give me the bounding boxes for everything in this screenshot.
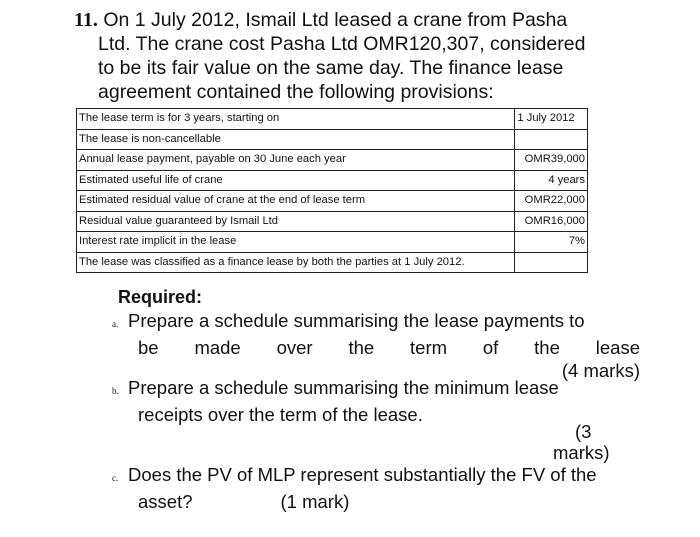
provision-value: [515, 252, 588, 273]
provision-value: [515, 129, 588, 150]
provision-value: OMR22,000: [515, 191, 588, 212]
item-b-marker: b.: [112, 386, 119, 396]
table-row: [77, 109, 588, 130]
table-row: [77, 211, 588, 232]
item-a-marks: (4 marks): [561, 360, 640, 381]
item-b-line-2: receipts over the term of the lease.: [138, 404, 423, 425]
item-c-line-1: c. Does the PV of MLP represent substantially the FV of the: [112, 463, 640, 490]
provision-description: Residual value guaranteed by Ismail Ltd: [77, 211, 515, 232]
question-line-4: agreement contained the following provisions:: [98, 81, 494, 103]
question-text: [74, 8, 640, 104]
required-item-c: [112, 463, 640, 513]
table-row: [77, 252, 588, 273]
item-b-marks: (3 marks): [553, 421, 610, 463]
question-line-3: to be its fair value on the same day. The finance lease: [98, 57, 564, 79]
provision-value: OMR16,000: [515, 211, 588, 232]
table-row: [77, 129, 588, 150]
item-a-marker: a.: [112, 319, 119, 329]
item-a-line-1: a. Prepare a schedule summarising the lease payments to: [112, 309, 640, 336]
table-row: [77, 170, 588, 191]
required-heading: Required:: [118, 287, 203, 307]
item-c-marker: c.: [112, 473, 119, 483]
item-c-line-2: asset? (1 mark): [138, 491, 350, 512]
item-c-marks: (1 mark): [280, 491, 350, 512]
provision-description: Estimated useful life of crane: [77, 170, 515, 191]
provision-description: The lease was classified as a finance lease by both the parties at 1 July 2012.: [77, 252, 515, 273]
provision-value: 7%: [515, 232, 588, 253]
provision-description: The lease is non-cancellable: [77, 129, 515, 150]
provision-description: Interest rate implicit in the lease: [77, 232, 515, 253]
question-line-1: 11. On 1 July 2012, Ismail Ltd leased a crane from Pasha: [74, 9, 568, 31]
provision-description: The lease term is for 3 years, starting on: [77, 109, 515, 130]
required-item-a: [112, 309, 640, 382]
required-item-b: [112, 376, 640, 426]
question-number: 11.: [74, 9, 98, 31]
provision-value: OMR39,000: [515, 150, 588, 171]
question-line-2: Ltd. The crane cost Pasha Ltd OMR120,307, considered: [98, 33, 586, 55]
provisions-table: [76, 108, 588, 273]
provision-description: Estimated residual value of crane at the end of lease term: [77, 191, 515, 212]
item-a-line-2: be made over the term of the lease: [138, 337, 640, 358]
item-b-line-1: b. Prepare a schedule summarising the minimum lease: [112, 376, 640, 403]
table-row: [77, 150, 588, 171]
provision-value: 4 years: [515, 170, 588, 191]
table-row: [77, 191, 588, 212]
provision-description: Annual lease payment, payable on 30 June each year: [77, 150, 515, 171]
table-row: [77, 232, 588, 253]
provision-value: 1 July 2012: [515, 109, 588, 130]
